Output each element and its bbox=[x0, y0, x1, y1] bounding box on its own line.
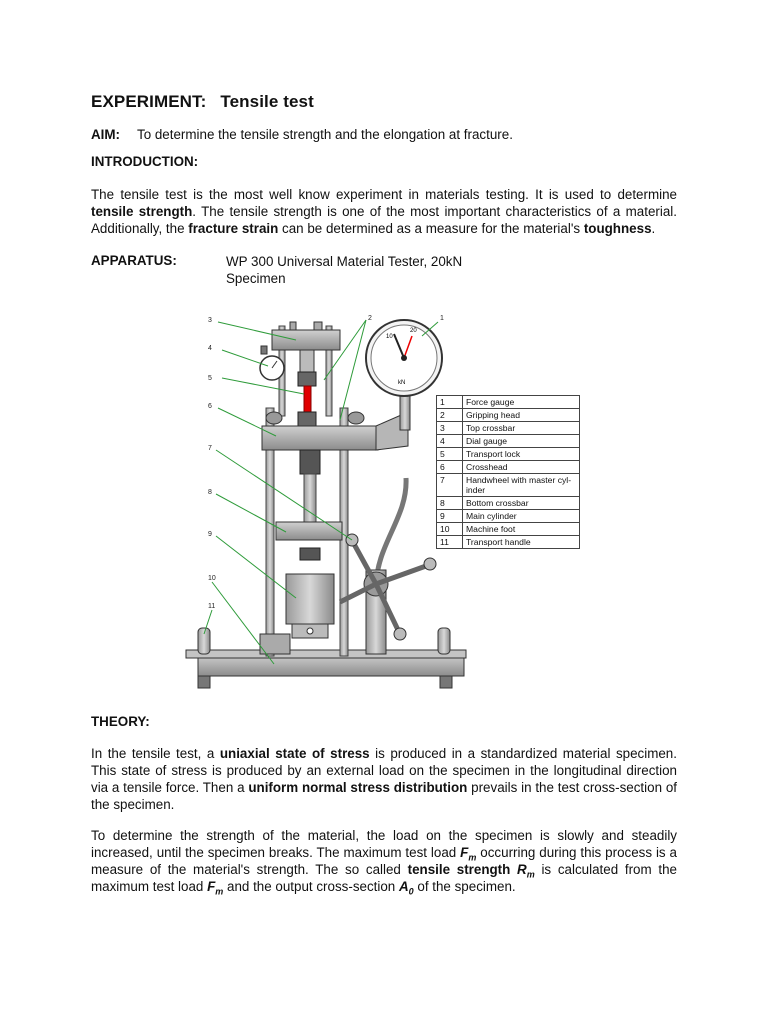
gripping-head-lower bbox=[298, 412, 316, 426]
main-cylinder bbox=[286, 574, 334, 624]
legend-number: 10 bbox=[437, 523, 463, 536]
legend-number: 3 bbox=[437, 422, 463, 435]
theory-p1-text-1: In the tensile test, a bbox=[91, 746, 220, 761]
legend-row bbox=[437, 409, 580, 422]
intro-bold-fracture-strain: fracture strain bbox=[188, 221, 279, 236]
intro-text-3: can be determined as a measure for the material's bbox=[278, 221, 584, 236]
theory-bold-uniaxial: uniaxial state of stress bbox=[219, 746, 370, 761]
legend-row bbox=[437, 448, 580, 461]
apparatus-item-2: Specimen bbox=[226, 271, 286, 286]
transport-handle-left bbox=[198, 628, 210, 654]
aim-text: To determine the tensile strength and the elongation at fracture. bbox=[137, 127, 513, 142]
intro-text-1: The tensile test is the most well know experiment in materials testing. It is used to determine bbox=[91, 187, 677, 202]
symbol-fm-2: $F_m$ bbox=[207, 879, 224, 897]
theory-bold-tensile-strength: tensile strength bbox=[407, 862, 518, 877]
gauge-unit-label: kN bbox=[398, 380, 406, 386]
callout-5: 5 bbox=[208, 375, 212, 382]
theory-heading: THEORY: bbox=[91, 714, 150, 729]
page-title bbox=[91, 92, 314, 112]
legend-row bbox=[437, 474, 580, 497]
material-tester-diagram bbox=[176, 308, 476, 698]
legend-row bbox=[437, 523, 580, 536]
legend-row bbox=[437, 510, 580, 523]
symbol-fm-1: $F_m$ bbox=[460, 845, 477, 863]
callout-1: 1 bbox=[440, 315, 444, 322]
transport-handle-right bbox=[438, 628, 450, 654]
legend-row bbox=[437, 435, 580, 448]
legend-label: Crosshead bbox=[463, 461, 580, 474]
intro-bold-tensile-strength: tensile strength bbox=[91, 204, 193, 219]
legend-label: Gripping head bbox=[463, 409, 580, 422]
gauge-mark-20: 20 bbox=[410, 328, 417, 334]
legend-label: Force gauge bbox=[463, 396, 580, 409]
apparatus-heading: APPARATUS: bbox=[91, 253, 177, 268]
intro-text-2: . The tensile strength is one of the most important characteristics of a material. Additionally, the bbox=[91, 204, 677, 236]
legend-label: Main cylinder bbox=[463, 510, 580, 523]
intro-bold-toughness: toughness bbox=[583, 221, 652, 236]
introduction-heading: INTRODUCTION: bbox=[91, 154, 199, 169]
gauge-mark-10: 10 bbox=[386, 334, 393, 340]
callout-2: 2 bbox=[368, 315, 372, 322]
specimen bbox=[304, 386, 311, 412]
top-crossbar bbox=[272, 330, 340, 350]
legend-label: Transport lock bbox=[463, 448, 580, 461]
parts-legend-table bbox=[436, 395, 580, 549]
legend-number: 7 bbox=[437, 474, 463, 497]
aim-label: AIM: bbox=[91, 127, 121, 142]
legend-label: Machine foot bbox=[463, 523, 580, 536]
apparatus-item-1: WP 300 Universal Material Tester, 20kN bbox=[226, 254, 463, 269]
bottom-crossbar bbox=[276, 522, 342, 540]
callout-8: 8 bbox=[208, 489, 212, 496]
callout-10: 10 bbox=[208, 575, 216, 582]
legend-number: 2 bbox=[437, 409, 463, 422]
theory-p2-text-3: is calculated from the maximum test load bbox=[91, 862, 677, 894]
callout-7: 7 bbox=[208, 445, 212, 452]
theory-paragraph-2 bbox=[91, 827, 677, 895]
symbol-a0: $A_0$ bbox=[398, 879, 414, 897]
legend-number: 4 bbox=[437, 435, 463, 448]
intro-text-4: . bbox=[651, 221, 656, 236]
legend-row bbox=[437, 536, 580, 549]
theory-paragraph-1 bbox=[91, 745, 677, 813]
legend-row bbox=[437, 422, 580, 435]
theory-p2-text-4: and the output cross-section bbox=[223, 879, 399, 894]
legend-row bbox=[437, 396, 580, 409]
introduction-paragraph bbox=[91, 186, 677, 237]
legend-row bbox=[437, 461, 580, 474]
callout-4: 4 bbox=[208, 345, 212, 352]
theory-p1-text-3: prevails in the test cross-section of the specimen. bbox=[91, 780, 677, 812]
legend-number: 8 bbox=[437, 497, 463, 510]
legend-number: 5 bbox=[437, 448, 463, 461]
legend-label: Top crossbar bbox=[463, 422, 580, 435]
theory-p1-text-2: is produced in a standardized material specimen. This state of stress is produced by an external load on the specimen in the longitudinal direction via a tensile force. Then a bbox=[91, 746, 677, 795]
callout-3: 3 bbox=[208, 317, 212, 324]
legend-label: Transport handle bbox=[463, 536, 580, 549]
legend-label: Handwheel with master cyl-inder bbox=[463, 474, 580, 497]
theory-p2-text-2: occurring during this process is a measure of the material's strength. The so called bbox=[91, 845, 677, 877]
legend-number: 1 bbox=[437, 396, 463, 409]
legend-label: Bottom crossbar bbox=[463, 497, 580, 510]
theory-bold-uniform-stress: uniform normal stress distribution bbox=[248, 780, 468, 795]
symbol-rm: $R_m$ bbox=[517, 862, 535, 880]
title-value: Tensile test bbox=[220, 92, 314, 111]
callout-6: 6 bbox=[208, 403, 212, 410]
aim-row bbox=[91, 126, 120, 143]
legend-label: Dial gauge bbox=[463, 435, 580, 448]
theory-p2-text-5: of the specimen. bbox=[413, 879, 516, 894]
theory-p2-text-1: To determine the strength of the material, the load on the specimen is slowly and steadily increased, until the specimen breaks. The maximum test load bbox=[91, 828, 677, 860]
crosshead bbox=[262, 426, 378, 450]
title-label: EXPERIMENT: bbox=[91, 92, 207, 111]
legend-number: 6 bbox=[437, 461, 463, 474]
legend-row bbox=[437, 497, 580, 510]
callout-11: 11 bbox=[208, 603, 216, 610]
gripping-head-upper bbox=[298, 372, 316, 386]
legend-number: 9 bbox=[437, 510, 463, 523]
callout-9: 9 bbox=[208, 531, 212, 538]
legend-number: 11 bbox=[437, 536, 463, 549]
